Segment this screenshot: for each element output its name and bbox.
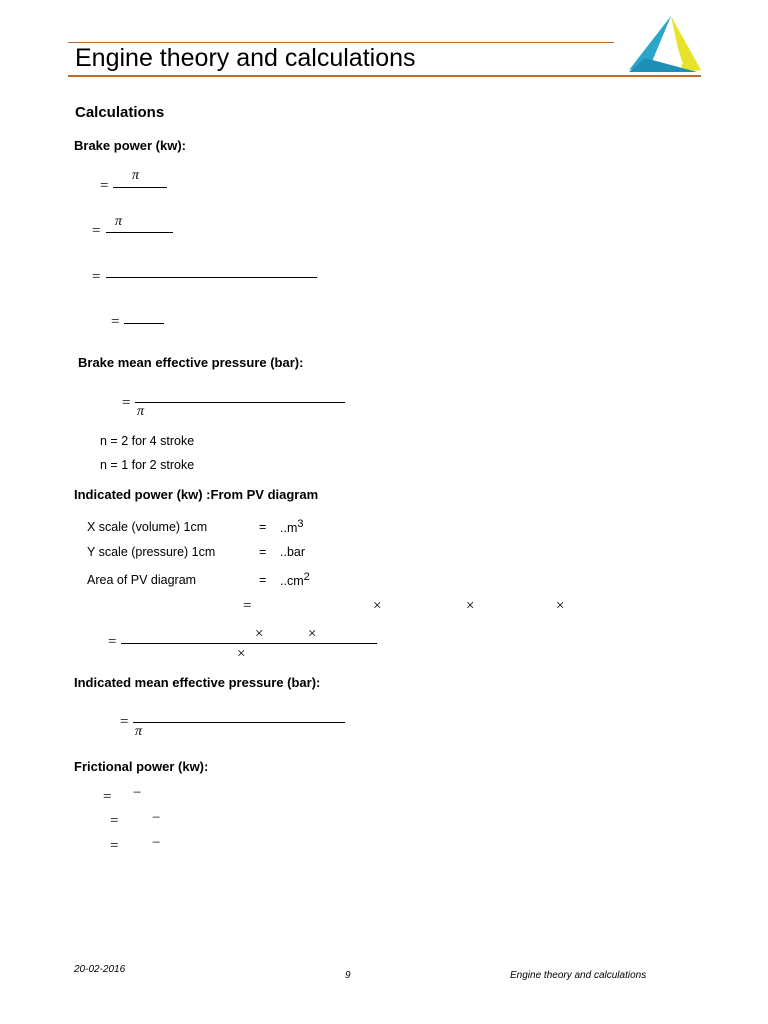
times-sign: ×: [255, 626, 264, 642]
equals-sign: =: [110, 813, 119, 829]
x-scale-label: X scale (volume) 1cm: [87, 520, 208, 534]
imep-heading: Indicated mean effective pressure (bar):: [74, 675, 321, 690]
footer-date: 20-02-2016: [74, 964, 126, 975]
pi-symbol: π: [135, 724, 143, 739]
brake-power-heading: Brake power (kw):: [74, 138, 186, 153]
page-title: Engine theory and calculations: [75, 44, 416, 72]
pi-symbol: π: [137, 404, 145, 419]
times-sign: ×: [237, 646, 246, 662]
logo-icon: [627, 14, 703, 76]
times-sign: ×: [308, 626, 317, 642]
equals-sign: =: [259, 545, 267, 559]
minus-sign: −: [133, 785, 142, 801]
y-scale-value: ..bar: [280, 545, 306, 559]
stroke-note-four: n = 2 for 4 stroke: [100, 434, 195, 448]
x-scale-value: $..m^3$: [280, 518, 304, 536]
indicated-power-heading: Indicated power (kw) :From PV diagram: [74, 487, 319, 502]
fraction-bar: [121, 643, 377, 644]
fraction-bar: [124, 323, 164, 324]
equals-sign: =: [108, 634, 117, 650]
fraction-bar: [135, 402, 345, 403]
header-bottom-rule: [68, 75, 701, 77]
equals-sign: =: [92, 269, 101, 285]
bmep-heading: Brake mean effective pressure (bar):: [78, 355, 304, 370]
times-sign: ×: [373, 598, 382, 614]
times-sign: ×: [466, 598, 475, 614]
footer-doc-title: Engine theory and calculations: [510, 970, 647, 981]
equals-sign: =: [92, 223, 101, 239]
pi-symbol: π: [115, 214, 123, 229]
minus-sign: −: [152, 835, 161, 851]
stroke-note-two: n = 1 for 2 stroke: [100, 458, 195, 472]
fraction-bar: [106, 232, 173, 233]
minus-sign: −: [152, 810, 161, 826]
frictional-power-heading: Frictional power (kw):: [74, 759, 209, 774]
equals-sign: =: [122, 395, 131, 411]
area-value: $..cm^2$: [280, 571, 310, 589]
footer-page-number: 9: [345, 970, 351, 981]
equals-sign: =: [259, 520, 267, 534]
y-scale-label: Y scale (pressure) 1cm: [87, 545, 216, 559]
equals-sign: =: [110, 838, 119, 854]
equals-sign: =: [111, 314, 120, 330]
equals-sign: =: [243, 598, 252, 614]
equals-sign: =: [100, 178, 109, 194]
pi-symbol: π: [132, 168, 140, 183]
area-label: Area of PV diagram: [87, 573, 197, 587]
equals-sign: =: [120, 714, 129, 730]
times-sign: ×: [556, 598, 565, 614]
fraction-bar: [113, 187, 167, 188]
equals-sign: =: [259, 573, 267, 587]
header-top-rule: [68, 42, 614, 43]
section-calculations-heading: Calculations: [75, 104, 165, 121]
fraction-bar: [106, 277, 317, 278]
fraction-bar: [133, 722, 345, 723]
equals-sign: =: [103, 789, 112, 805]
